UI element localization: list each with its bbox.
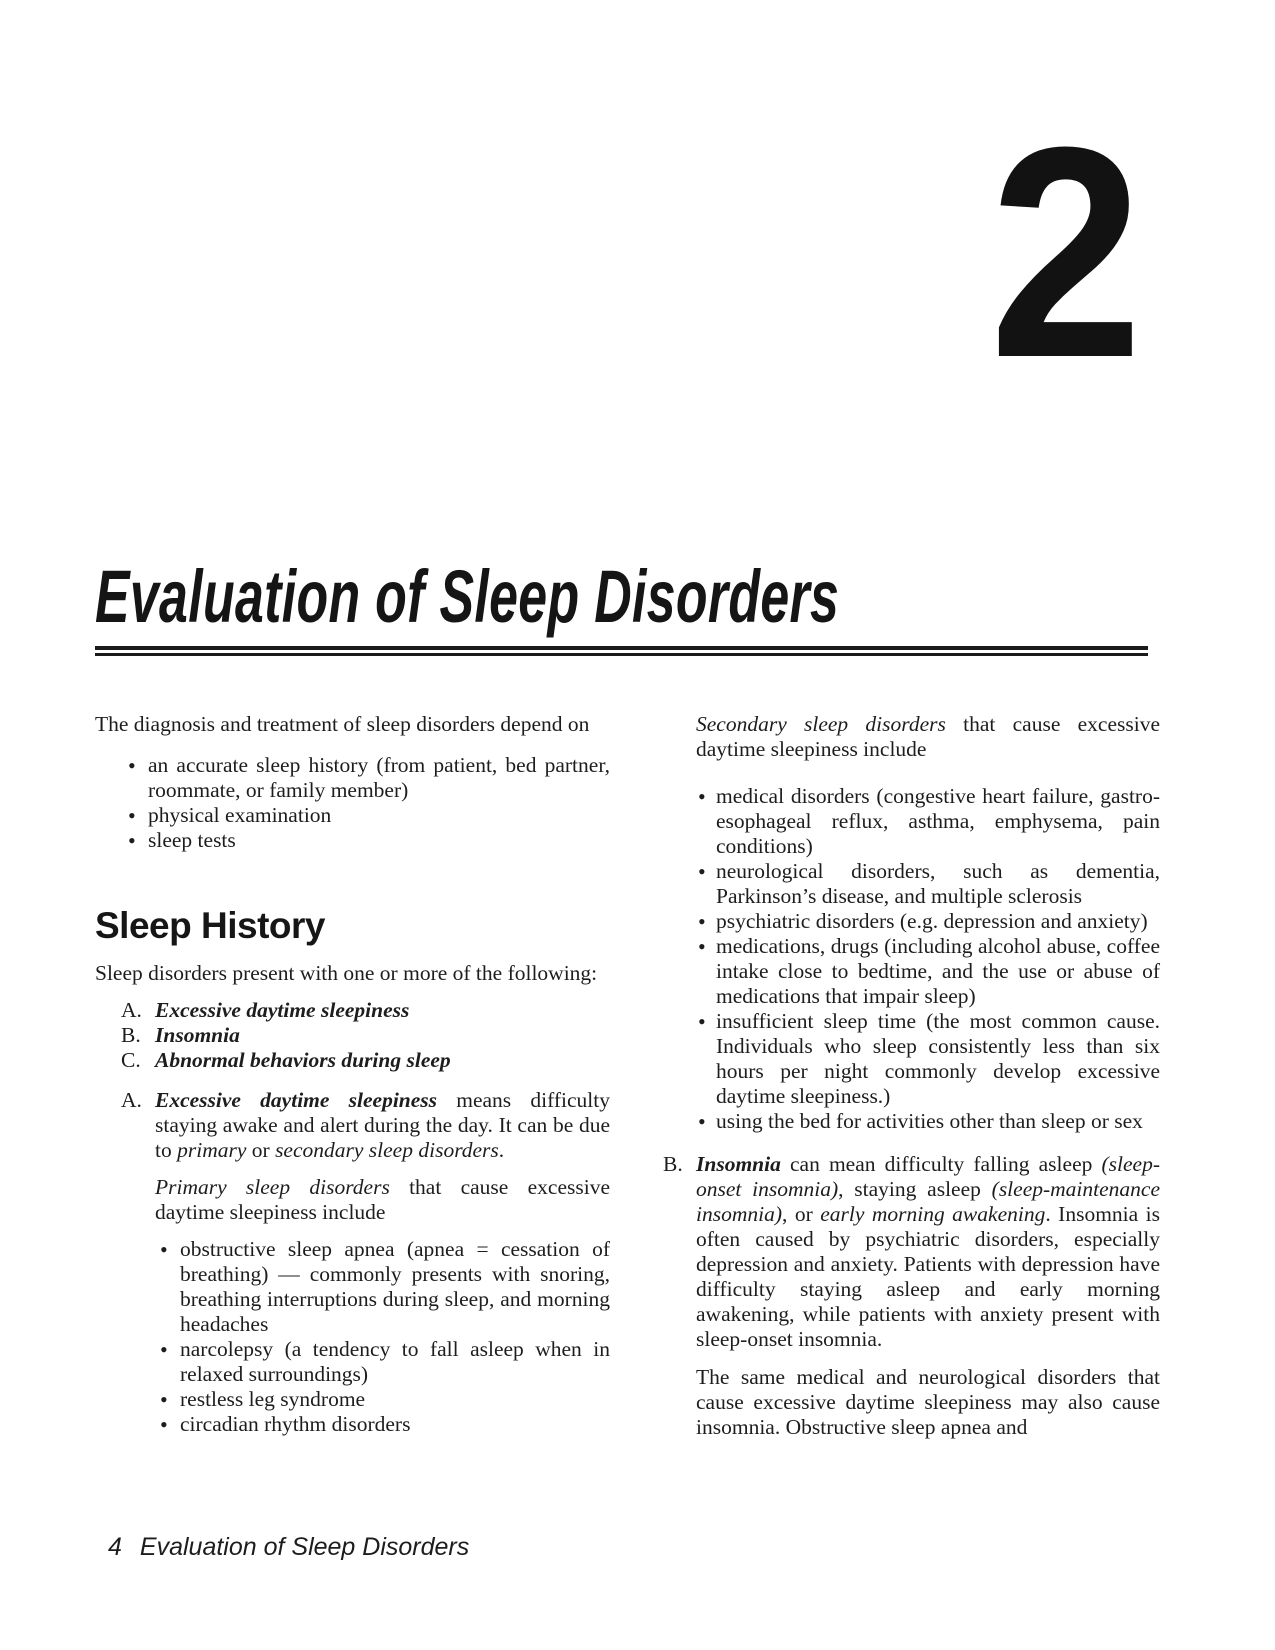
intro-paragraph: The diagnosis and treatment of sleep disorders depend on [95, 712, 590, 736]
list-item-text: Excessive daytime sleepiness [155, 998, 410, 1022]
list-item-text: insufficient sleep time (the most common cause. Individuals who sleep consistently less than six hours per night commonly develop excessive daytime sleepiness.) [716, 1009, 1160, 1108]
chapter-number: 2 [989, 84, 1143, 420]
list-item-text: an accurate sleep history (from patient, bed partner, roommate, or family member) [148, 753, 610, 802]
list-item-label: B. [121, 1023, 141, 1047]
bullet-icon: • [698, 1009, 706, 1034]
list-item [95, 1412, 610, 1437]
list-item-text: Insomnia [155, 1023, 240, 1047]
list-item-label: A. [121, 998, 142, 1022]
left-column [95, 712, 610, 1437]
list-item-label: C. [121, 1048, 141, 1072]
list-item [95, 803, 610, 828]
bullet-icon: • [698, 909, 706, 934]
secondary-disorders-paragraph: Secondary sleep disorders that cause excessive daytime sleepiness include [696, 712, 1160, 761]
list-item-text: circadian rhythm disorders [180, 1412, 411, 1436]
list-item-text: neurological disorders, such as dementia, Parkinson’s disease, and multiple sclerosis [716, 859, 1160, 908]
bullet-icon: • [128, 753, 136, 778]
list-item [95, 828, 610, 853]
right-column [662, 712, 1160, 1440]
list-item [662, 1009, 1160, 1109]
bullet-icon: • [698, 859, 706, 884]
primary-bullet-list [95, 1237, 610, 1437]
title-rule-bottom [95, 653, 1148, 656]
closing-paragraph: The same medical and neurological disorders that cause excessive daytime sleepiness may also cause insomnia. Obstructive sleep apnea and [696, 1365, 1160, 1439]
list-item [95, 1387, 610, 1412]
title-rule-top [95, 646, 1148, 650]
list-item-text: medical disorders (congestive heart failure, gastro-esophageal reflux, asthma, emphysema, pain conditions) [716, 784, 1160, 858]
item-a-text: Excessive daytime sleepiness means difficulty staying awake and alert during the day. It can be due to primary or secondary sleep disorders. [155, 1088, 610, 1162]
intro-bullet-list [95, 753, 610, 853]
list-item-text: Abnormal behaviors during sleep [155, 1048, 451, 1072]
list-item [95, 1048, 610, 1073]
list-item-label: B. [663, 1152, 683, 1176]
secondary-bullet-list [662, 784, 1160, 1134]
item-b-text: Insomnia can mean difficulty falling asleep (sleep-onset insomnia), staying asleep (sleep-maintenance insomnia), or early morning awakening. Insomnia is often caused by psychiatric disorders, especially depression and anxiety. Patients with depression have difficulty staying asleep and early morning awakening, while patients with anxiety present with sleep-onset insomnia. [696, 1152, 1161, 1351]
list-item-text: sleep tests [148, 828, 236, 852]
item-b-paragraph [662, 1152, 1160, 1352]
list-item [95, 998, 610, 1023]
chapter-title: Evaluation of Sleep Disorders [95, 555, 840, 638]
list-item [95, 1023, 610, 1048]
bullet-icon: • [160, 1237, 168, 1262]
list-item [95, 1237, 610, 1337]
section-intro-paragraph: Sleep disorders present with one or more of the following: [95, 961, 598, 985]
list-item [662, 934, 1160, 1009]
abc-list [95, 998, 610, 1073]
list-item [95, 753, 610, 803]
list-item [662, 1109, 1160, 1134]
bullet-icon: • [160, 1337, 168, 1362]
bullet-icon: • [698, 784, 706, 809]
bullet-icon: • [128, 828, 136, 853]
list-item-text: physical examination [148, 803, 332, 827]
section-heading-sleep-history: Sleep History [95, 905, 325, 946]
list-item-text: psychiatric disorders (e.g. depression and anxiety) [716, 909, 1148, 933]
item-a-paragraph [95, 1088, 610, 1163]
list-item [662, 859, 1160, 909]
bullet-icon: • [160, 1387, 168, 1412]
page-number: 4 [108, 1533, 122, 1561]
list-item-text: narcolepsy (a tendency to fall asleep when in relaxed surroundings) [180, 1337, 610, 1386]
list-item-text: medications, drugs (including alcohol abuse, coffee intake close to bedtime, and the use or abuse of medications that impair sleep) [716, 934, 1160, 1008]
primary-disorders-paragraph: Primary sleep disorders that cause excessive daytime sleepiness include [155, 1175, 610, 1224]
bullet-icon: • [698, 934, 706, 959]
list-item-text: restless leg syndrome [180, 1387, 366, 1411]
list-item-text: using the bed for activities other than sleep or sex [716, 1109, 1143, 1133]
list-item [662, 784, 1160, 859]
list-item-label: A. [121, 1088, 142, 1112]
list-item [662, 909, 1160, 934]
bullet-icon: • [698, 1109, 706, 1134]
list-item-text: obstructive sleep apnea (apnea = cessation of breathing) — commonly presents with snoring, breathing interruptions during sleep, and morning headaches [180, 1237, 610, 1336]
bullet-icon: • [128, 803, 136, 828]
bullet-icon: • [160, 1412, 168, 1437]
page-footer [108, 1532, 469, 1562]
footer-title: Evaluation of Sleep Disorders [139, 1533, 470, 1561]
list-item [95, 1337, 610, 1387]
